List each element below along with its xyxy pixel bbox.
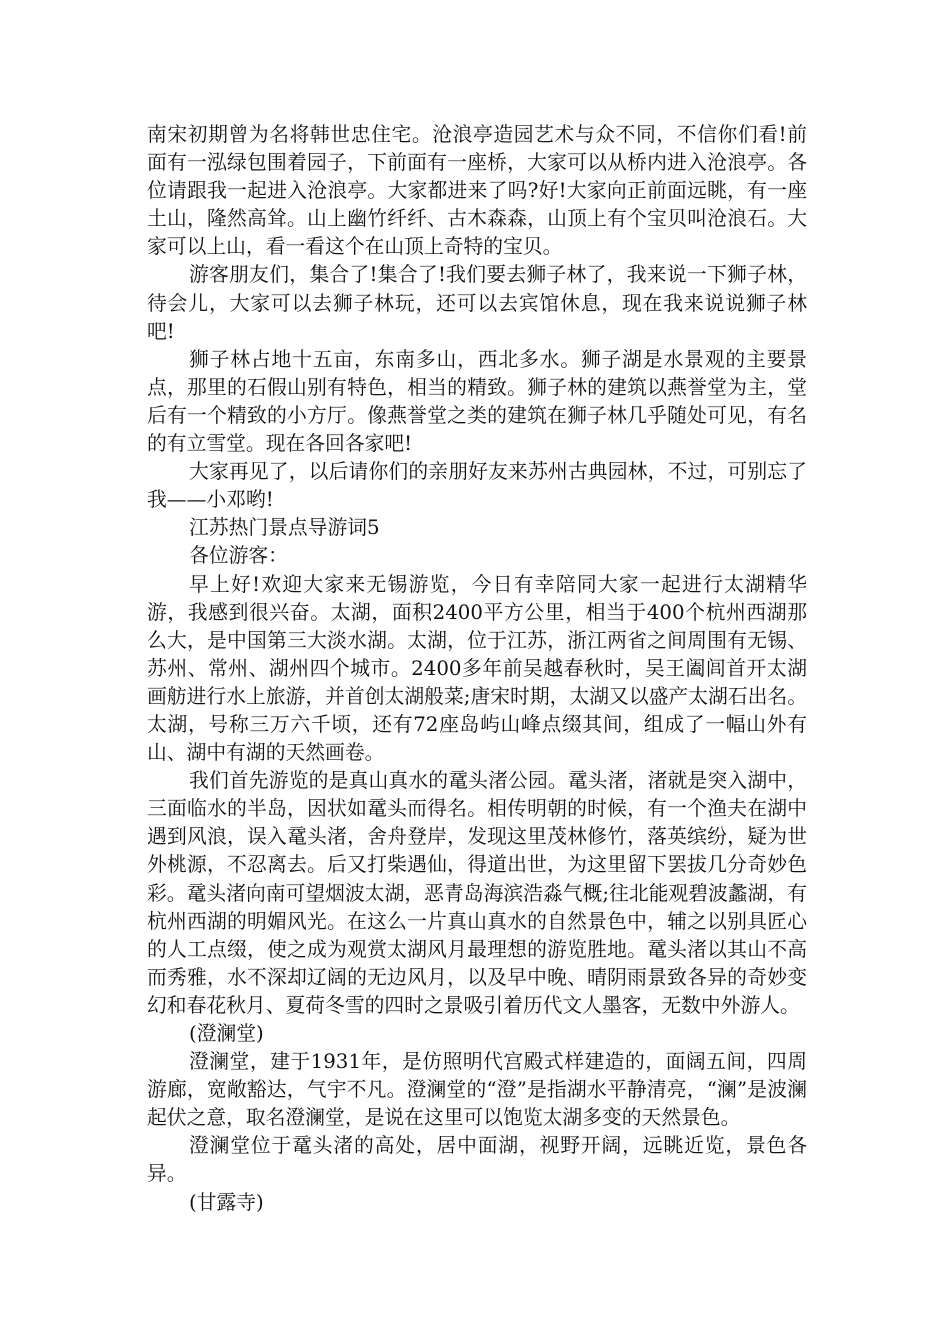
section-heading: 江苏热门景点导游词5 bbox=[189, 516, 380, 540]
paragraph: 游客朋友们，集合了!集合了!我们要去狮子林了，我来说一下狮子林，待会儿，大家可以去狮子林玩，还可以去宾馆休息，现在我来说说狮子林吧! bbox=[147, 263, 807, 343]
subsection-heading: (澄澜堂) bbox=[189, 1022, 264, 1045]
paragraph: 南宋初期曾为名将韩世忠住宅。沧浪亭造园艺术与众不同，不信你们看!前面有一泓绿包围着园子，下前面有一座桥，大家可以从桥内进入沧浪亭。各位请跟我一起进入沧浪亭。大家都进来了吗?好!大家向正前面远眺，有一座土山，隆然高耸。山上幽竹纤纤、古木森森，山顶上有个宝贝叫沧浪石。大家可以上山，看一看这个在山顶上奇特的宝贝。 bbox=[147, 123, 807, 259]
paragraph: 我们首先游览的是真山真水的鼋头渚公园。鼋头渚，渚就是突入湖中，三面临水的半岛，因状如鼋头而得名。相传明朝的时候，有一个渔夫在湖中遇到风浪，误入鼋头渚，舍舟登岸，发现这里茂林修竹，落英缤纷，疑为世外桃源，不忍离去。后又打柴遇仙，得道出世，为这里留下罢拔几分奇妙色彩。鼋头渚向南可望烟波太湖，恶青岛海滨浩淼气概;往北能观碧波蠡湖，有杭州西湖的明媚风光。在这么一片真山真水的自然景色中，辅之以别具匠心的人工点缀，使之成为观赏太湖风月最理想的游览胜地。鼋头渚以其山不高而秀雅，水不深却辽阔的无边风月，以及早中晚、晴阴雨景致各异的奇妙变幻和春花秋月、夏荷冬雪的四时之景吸引着历代文人墨客，无数中外游人。 bbox=[147, 769, 807, 1017]
paragraph: 大家再见了，以后请你们的亲朋好友来苏州古典园林，不过，可别忘了我——小邓哟! bbox=[147, 460, 807, 512]
paragraph: 澄澜堂位于鼋头渚的高处，居中面湖，视野开阔，远眺近览，景色各异。 bbox=[147, 1134, 807, 1186]
paragraph: 澄澜堂，建于1931年，是仿照明代宫殿式样建造的，面阔五间，四周游廊，宽敞豁达，气宇不凡。澄澜堂的“澄”是指湖水平静清亮，“澜”是波澜起伏之意，取名澄澜堂，是说在这里可以饱览太湖多变的天然景色。 bbox=[147, 1050, 807, 1130]
subsection-heading: (甘露寺) bbox=[189, 1190, 264, 1214]
salutation: 各位游客： bbox=[189, 544, 288, 568]
paragraph: 早上好!欢迎大家来无锡游览，今日有幸陪同大家一起进行太湖精华游，我感到很兴奋。太湖，面积2400平方公里，相当于400个杭州西湖那么大，是中国第三大淡水湖。太湖，位于江苏，浙江两省之间周围有无锡、苏州、常州、湖州四个城市。2400多年前吴越春秋时，吴王阖闾首开太湖画舫进行水上旅游，并首创太湖般菜;唐宋时期，太湖又以盛产太湖石出名。太湖，号称三万六千顷，还有72座岛屿山峰点缀其间，组成了一幅山外有山、湖中有湖的天然画卷。 bbox=[147, 572, 807, 765]
paragraph: 狮子林占地十五亩，东南多山，西北多水。狮子湖是水景观的主要景点，那里的石假山别有特色，相当的精致。狮子林的建筑以燕誉堂为主，堂后有一个精致的小方厅。像燕誉堂之类的建筑在狮子林几乎随处可见，有名的有立雪堂。现在各回各家吧! bbox=[147, 347, 807, 456]
document-body bbox=[147, 121, 807, 1217]
